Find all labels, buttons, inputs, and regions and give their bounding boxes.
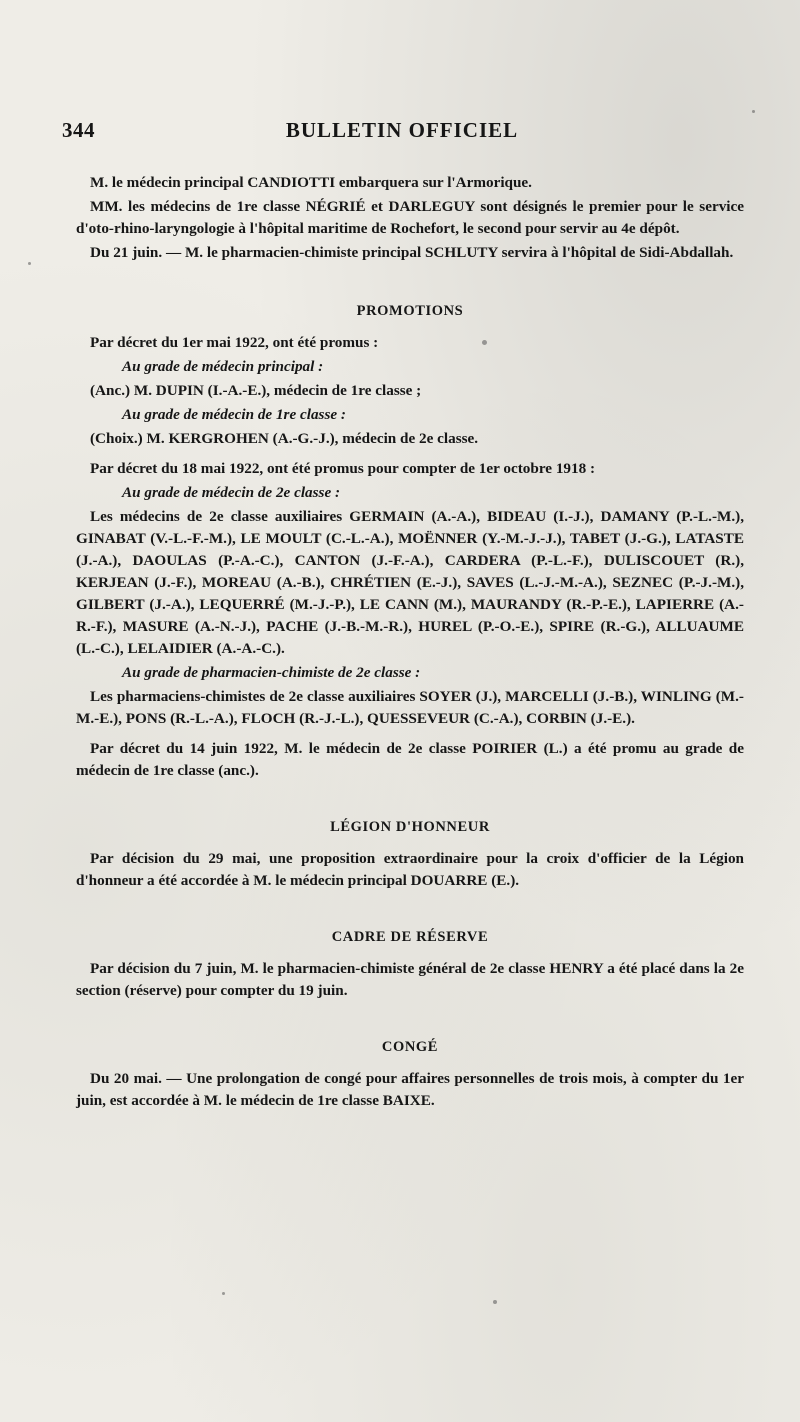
paragraph-candiotti: M. le médecin principal CANDIOTTI embarquera sur l'Armorique. xyxy=(90,174,532,191)
paper-speck xyxy=(493,1300,497,1304)
page-number: 344 xyxy=(62,118,95,142)
entry-dupin: (Anc.) M. DUPIN (I.-A.-E.), médecin de 1re classe ; xyxy=(90,382,422,399)
grade-medecin-1re-classe: Au grade de médecin de 1re classe : xyxy=(122,406,346,423)
paragraph-schluty: Du 21 juin. — M. le pharmacien-chimiste principal SCHLUTY servira à l'hôpital de Sidi-Abdallah. xyxy=(90,244,734,261)
paper-speck xyxy=(752,110,755,113)
grade-medecin-2e-classe: Au grade de médecin de 2e classe : xyxy=(122,484,341,501)
decree-14-juin: Par décret du 14 juin 1922, M. le médecin de 2e classe POIRIER (L.) a été promu au grade de médecin de 1re classe (anc.). xyxy=(76,740,744,779)
decree-18-mai: Par décret du 18 mai 1922, ont été promus pour compter de 1er octobre 1918 : xyxy=(90,460,596,477)
page-header xyxy=(62,118,742,152)
entry-pharmaciens-auxiliaires: Les pharmaciens-chimistes de 2e classe auxiliaires SOYER (J.), MARCELLI (J.-B.), WINLING (M.-M.-E.), PONS (R.-L.-A.), FLOCH (R.-J.-L.), QUESSEVEUR (C.-A.), CORBIN (J.-E.). xyxy=(76,688,744,727)
paragraph-conge: Du 20 mai. — Une prolongation de congé pour affaires personnelles de trois mois, à compter du 1er juin, est accordée à M. le médecin de 1re classe BAIXE. xyxy=(76,1070,744,1109)
entry-medecins-auxiliaires: Les médecins de 2e classe auxiliaires GERMAIN (A.-A.), BIDEAU (I.-J.), DAMANY (P.-L.-M.), GINABAT (V.-L.-F.-M.), LE MOULT (C.-L.-A.), MOËNNER (Y.-M.-J.-J.), TABET (J.-G.), LATASTE (J.-A.), DAOULAS (P.-A.-C.), CANTON (J.-F.-A.), CARDERA (P.-L.-F.), DULISCOUET (R.), KERJEAN (J.-F.), MOREAU (A.-B.), CHRÉTIEN (E.-J.), SAVES (L.-J.-M.-A.), SEZNEC (P.-J.-M.), GILBERT (J.-A.), LEQUERRÉ (M.-J.-P.), LE CANN (M.), MAURANDY (R.-P.-E.), LAPIERRE (A.-R.-F.), MASURE (A.-N.-J.), PACHE (J.-B.-M.-R.), HUREL (P.-O.-E.), SPIRE (R.-G.), ALLUAUME (L.-C.), LELAIDIER (A.-A.-C.). xyxy=(76,508,744,657)
running-title: BULLETIN OFFICIEL xyxy=(285,118,519,142)
page-body xyxy=(76,172,744,1120)
decree-1-mai: Par décret du 1er mai 1922, ont été promus : xyxy=(90,334,379,351)
section-heading-legion: LÉGION D'HONNEUR xyxy=(330,819,490,835)
paragraph-negrie-darleguy: MM. les médecins de 1re classe NÉGRIÉ et DARLEGUY sont désignés le premier pour le service d'oto-rhino-laryngologie à l'hôpital maritime de Rochefort, le second pour servir au 4e dépôt. xyxy=(76,198,744,237)
paper-speck xyxy=(482,340,487,345)
paragraph-reserve: Par décision du 7 juin, M. le pharmacien-chimiste général de 2e classe HENRY a été placé dans la 2e section (réserve) pour compter du 19 juin. xyxy=(76,960,744,999)
entry-kergrohen: (Choix.) M. KERGROHEN (A.-G.-J.), médecin de 2e classe. xyxy=(90,430,479,447)
section-heading-reserve: CADRE DE RÉSERVE xyxy=(331,929,489,945)
section-heading-conge: CONGÉ xyxy=(381,1039,439,1055)
paper-speck xyxy=(222,1292,225,1295)
grade-medecin-principal: Au grade de médecin principal : xyxy=(122,358,324,375)
paragraph-legion: Par décision du 29 mai, une proposition extraordinaire pour la croix d'officier de la Légion d'honneur a été accordée à M. le médecin principal DOUARRE (E.). xyxy=(76,850,744,889)
grade-pharmacien-chimiste: Au grade de pharmacien-chimiste de 2e classe : xyxy=(122,664,421,681)
paper-speck xyxy=(28,262,31,265)
section-heading-promotions: PROMOTIONS xyxy=(356,303,464,319)
